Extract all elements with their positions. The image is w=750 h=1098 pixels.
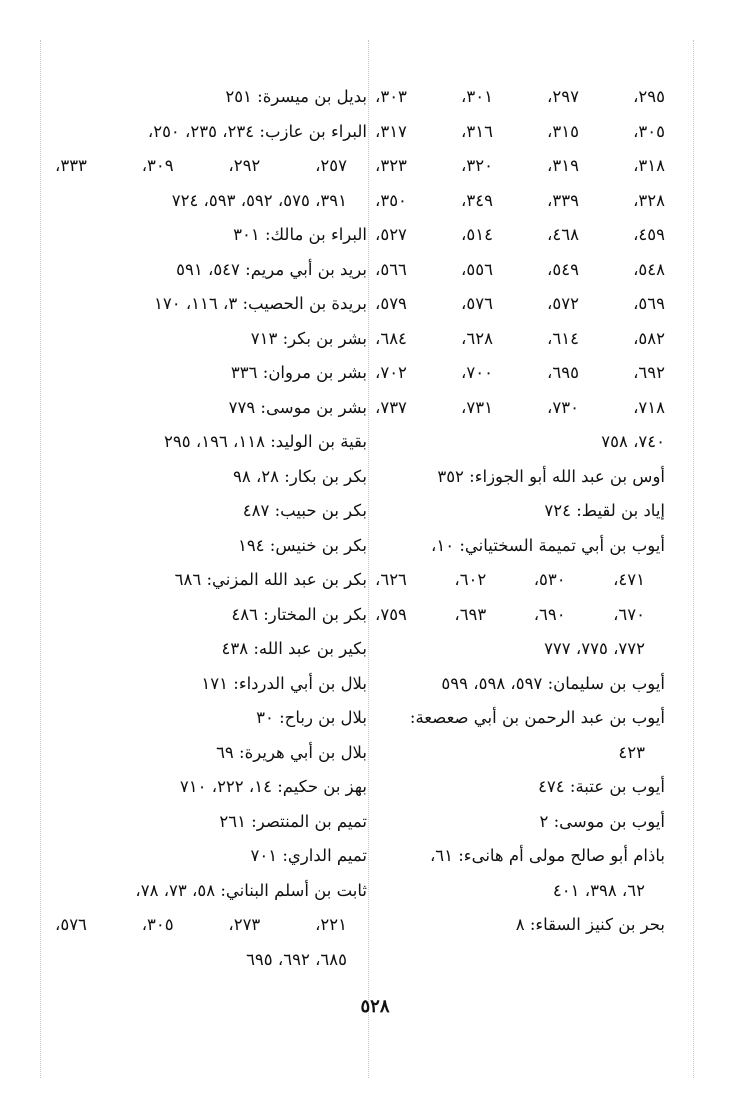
index-entry: بريدة بن الحصيب: ٣، ١١٦، ١٧٠ (153, 294, 367, 313)
index-entry: بشر بن موسى: ٧٧٩ (228, 397, 367, 417)
index-entry: بلال بن رباح: ٣٠ (256, 708, 367, 727)
index-line: ٤٥٩، ٤٦٨، ٥١٤، ٥٢٧، (375, 225, 666, 244)
index-entry: بلال بن أبي الدرداء: ١٧١ (201, 673, 367, 693)
index-entry: باذام أبو صالح مولى أم هانىء: ٦١، (429, 846, 665, 865)
index-line: ٧٤٠، ٧٥٨ (601, 432, 665, 451)
index-continuation: ٦٧٠، ٦٩٠، ٦٩٣، ٧٥٩، (375, 604, 645, 624)
index-entry: أيوب بن موسى: ٢ (539, 811, 665, 831)
index-entry: بكر بن بكار: ٢٨، ٩٨ (232, 466, 367, 486)
index-entry: بلال بن أبي هريرة: ٦٩ (216, 742, 367, 762)
index-entry: أيوب بن عتبة: ٤٧٤ (538, 777, 665, 796)
index-column-left (55, 80, 367, 977)
column-guide-middle (368, 40, 369, 1078)
index-entry: بكر بن عبد الله المزني: ٦٨٦ (174, 570, 367, 589)
index-entry: بحر بن كنيز السقاء: ٨ (515, 915, 665, 934)
index-continuation: ٣٩١، ٥٧٥، ٥٩٢، ٥٩٣، ٧٢٤ (171, 190, 347, 210)
index-entry: أيوب بن عبد الرحمن بن أبي صعصعة: (409, 708, 665, 727)
index-line: ٧١٨، ٧٣٠، ٧٣١، ٧٣٧، (375, 397, 666, 417)
index-entry: بكير بن عبد الله: ٤٣٨ (221, 639, 367, 658)
index-continuation: ٢٥٧، ٢٩٢، ٣٠٩، ٣٣٣، (55, 156, 347, 175)
index-entry: تميم الداري: ٧٠١ (250, 846, 367, 865)
index-continuation: ٢٢١، ٢٧٣، ٣٠٥، ٥٧٦، (55, 915, 347, 934)
margin-guide-left (40, 40, 41, 1078)
index-line: ٥٨٢، ٦١٤، ٦٢٨، ٦٨٤، (375, 328, 666, 348)
index-continuation: ٧٧٢، ٧٧٥، ٧٧٧ (544, 639, 645, 658)
index-entry: بكر بن خنيس: ١٩٤ (237, 535, 367, 555)
index-entry: بشر بن بكر: ٧١٣ (250, 328, 367, 348)
index-entry: بديل بن ميسرة: ٢٥١ (225, 87, 367, 106)
index-entry: أيوب بن سليمان: ٥٩٧، ٥٩٨، ٥٩٩ (441, 673, 665, 693)
index-continuation: ٦٢، ٣٩٨، ٤٠١ (552, 880, 645, 900)
index-entry: أيوب بن أبي تميمة السختياني: ١٠، (431, 535, 665, 555)
index-entry: بريد بن أبي مريم: ٥٤٧، ٥٩١ (176, 259, 367, 279)
index-line: ٥٤٨، ٥٤٩، ٥٥٦، ٥٦٦، (375, 259, 666, 279)
index-line: ٥٦٩، ٥٧٢، ٥٧٦، ٥٧٩، (375, 294, 666, 313)
page-number: ٥٢٨ (360, 996, 390, 1017)
index-entry: بكر بن حبيب: ٤٨٧ (242, 501, 367, 520)
index-line: ٢٩٥، ٢٩٧، ٣٠١، ٣٠٣، (375, 87, 666, 106)
index-continuation: ٤٧١، ٥٣٠، ٦٠٢، ٦٢٦، (375, 570, 645, 589)
index-continuation: ٦٨٥، ٦٩٢، ٦٩٥ (246, 949, 347, 969)
index-entry: البراء بن عازب: ٢٣٤، ٢٣٥، ٢٥٠، (147, 121, 367, 141)
index-line: ٣٢٨، ٣٣٩، ٣٤٩، ٣٥٠، (375, 190, 666, 210)
index-column-right (375, 80, 665, 943)
index-entry: بقية بن الوليد: ١١٨، ١٩٦، ٢٩٥ (164, 432, 367, 451)
index-continuation: ٤٢٣ (618, 742, 645, 762)
index-entry: ثابت بن أسلم البناني: ٥٨، ٧٣، ٧٨، (135, 880, 367, 900)
index-line: ٣١٨، ٣١٩، ٣٢٠، ٣٢٣، (375, 156, 666, 175)
index-entry: بهز بن حكيم: ١٤، ٢٢٢، ٧١٠ (179, 777, 367, 796)
index-entry: البراء بن مالك: ٣٠١ (233, 225, 367, 244)
index-entry: تميم بن المنتصر: ٢٦١ (219, 811, 367, 831)
index-line: ٣٠٥، ٣١٥، ٣١٦، ٣١٧، (375, 121, 666, 141)
index-entry: إياد بن لقيط: ٧٢٤ (544, 501, 665, 520)
margin-guide-right (693, 40, 694, 1078)
index-entry: بكر بن المختار: ٤٨٦ (231, 604, 367, 624)
index-entry: أوس بن عبد الله أبو الجوزاء: ٣٥٢ (437, 466, 665, 486)
index-line: ٦٩٢، ٦٩٥، ٧٠٠، ٧٠٢، (375, 363, 666, 382)
index-entry: بشر بن مروان: ٣٣٦ (230, 363, 367, 382)
